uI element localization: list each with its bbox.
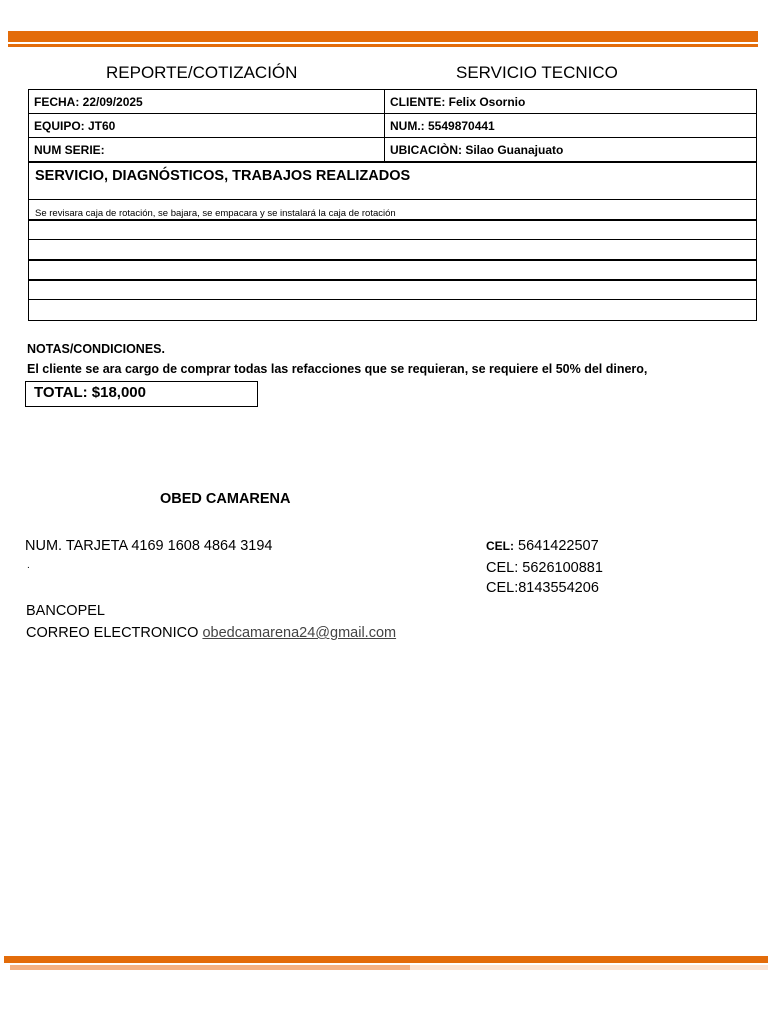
divider (29, 259, 756, 261)
report-title: REPORTE/COTIZACIÓN (106, 63, 298, 82)
top-accent-bar-thin (8, 44, 758, 47)
info-table (28, 89, 757, 162)
email-label: CORREO ELECTRONICO (26, 625, 203, 641)
bank-name: BANCOPEL (26, 603, 105, 619)
email-line (26, 625, 396, 641)
bottom-accent-bar (4, 956, 768, 972)
client-cell: CLIENTE: Felix Osornio (385, 90, 757, 114)
email-link[interactable]: obedcamarena24@gmail.com (202, 625, 397, 641)
dot-text: . (27, 560, 30, 571)
table-row (29, 90, 757, 114)
cel-1-label: CEL: (486, 539, 514, 553)
divider (29, 199, 756, 200)
phone-number-cell: NUM.: 5549870441 (385, 114, 757, 138)
equipment-cell: EQUIPO: JT60 (29, 114, 385, 138)
serial-number-cell: NUM SERIE: (29, 138, 385, 162)
work-section-title: SERVICIO, DIAGNÓSTICOS, TRABAJOS REALIZADOS (35, 168, 411, 184)
location-cell: UBICACIÒN: Silao Guanajuato (385, 138, 757, 162)
signer-name: OBED CAMARENA (160, 491, 291, 507)
cel-1 (486, 538, 599, 554)
top-accent-bar-thick (8, 31, 758, 42)
table-row (29, 138, 757, 162)
notes-text: El cliente se ara cargo de comprar todas las refacciones que se requieran, se requiere el 50% del dinero, (27, 362, 648, 376)
bottom-accent-bar-thick (4, 956, 768, 963)
divider (29, 239, 756, 240)
bottom-accent-bar-thin-light (410, 965, 768, 970)
cel-1-value: 5641422507 (514, 538, 599, 554)
cel-2: CEL: 5626100881 (486, 560, 603, 576)
work-description: Se revisara caja de rotación, se bajara, se empacara y se instalará la caja de rotación (35, 208, 396, 219)
service-title: SERVICIO TECNICO (456, 63, 618, 82)
divider (29, 279, 756, 281)
total-box (25, 381, 258, 407)
total-amount: TOTAL: $18,000 (34, 384, 146, 401)
work-performed-section (28, 162, 757, 321)
divider (29, 219, 756, 221)
cel-3: CEL:8143554206 (486, 580, 599, 596)
date-cell: FECHA: 22/09/2025 (29, 90, 385, 114)
table-row (29, 114, 757, 138)
bottom-accent-bar-thin (10, 965, 410, 970)
top-accent-bar (8, 31, 758, 47)
divider (29, 299, 756, 300)
card-number: NUM. TARJETA 4169 1608 4864 3194 (25, 538, 273, 554)
notes-title: NOTAS/CONDICIONES. (27, 342, 165, 356)
